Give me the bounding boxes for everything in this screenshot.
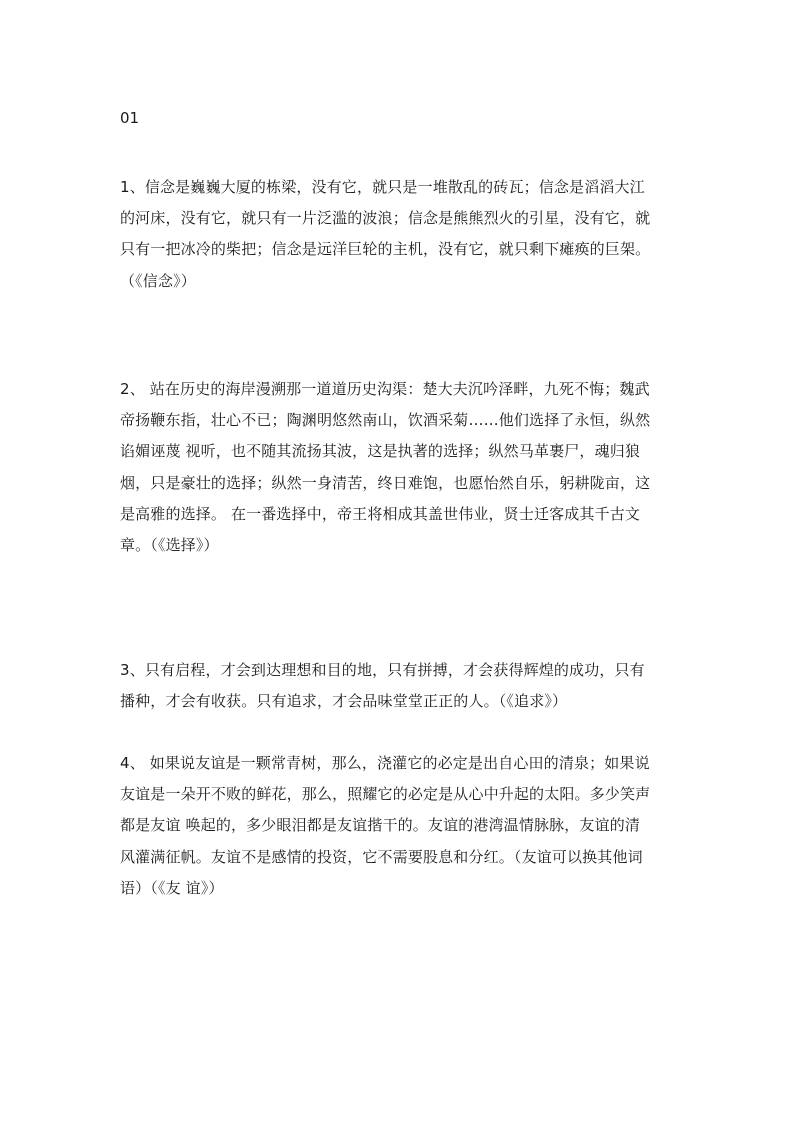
- paragraph-line: （《信念》）: [120, 271, 196, 290]
- paragraph-line: 风灌满征帆。友谊不是感情的投资，它不需要股息和分红。（友谊可以换其他词: [120, 847, 643, 866]
- paragraph-line: 都是友谊 唤起的，多少眼泪都是友谊揩干的。友谊的港湾温情脉脉，友谊的清: [120, 816, 641, 835]
- paragraph-line: 谄媚诬蔑 视听，也不随其流扬其波，这是执著的选择；纵然马革裹尸，魂归狼: [120, 442, 641, 461]
- paragraph-line: 章。（《选择》）: [120, 536, 219, 555]
- paragraph-line: 帝扬鞭东指，壮心不已；陶渊明悠然南山，饮酒采菊……他们选择了永恒，纵然: [120, 411, 651, 430]
- paragraph-line: 友谊是一朵开不败的鲜花，那么，照耀它的必定是从心中升起的太阳。多少笑声: [120, 785, 651, 804]
- paragraph-line: 播种，才会有收获。只有追求，才会品味堂堂正正的人。（《追求》）: [120, 692, 568, 711]
- paragraph-line: 烟，只是豪壮的选择；纵然一身清苦，终日难饱，也愿怡然自乐，躬耕陇亩，这: [120, 473, 651, 492]
- paragraph-line: 是高雅的选择。 在一番选择中，帝王将相成其盖世伟业，贤士迁客成其千古文: [120, 504, 641, 523]
- paragraph-line: 1、信念是巍巍大厦的栋梁，没有它，就只是一堆散乱的砖瓦；信念是滔滔大江: [120, 178, 645, 196]
- paragraph-line: 的河床，没有它，就只有一片泛滥的波浪；信念是熊熊烈火的引星，没有它，就: [120, 209, 651, 228]
- paragraph-belief: [120, 172, 682, 297]
- paragraph-line: 4、 如果说友谊是一颗常青树，那么，浇灌它的必定是出自心田的清泉；如果说: [120, 754, 650, 772]
- paragraph-line: 3、只有启程，才会到达理想和目的地，只有拼搏，才会获得辉煌的成功，只有: [120, 661, 645, 679]
- section-number: 01: [120, 109, 140, 127]
- paragraph-friendship: [120, 748, 682, 904]
- paragraph-line: 只有一把冰冷的柴把；信念是远洋巨轮的主机，没有它，就只剩下瘫痪的巨架。: [120, 240, 651, 259]
- paragraph-line: 语）（《友 谊》）: [120, 878, 224, 897]
- paragraph-pursuit: [120, 655, 682, 717]
- paragraph-line: 2、 站在历史的海岸漫溯那一道道历史沟渠：楚大夫沉吟泽畔，九死不悔；魏武: [120, 380, 650, 398]
- paragraph-choice: [120, 374, 682, 561]
